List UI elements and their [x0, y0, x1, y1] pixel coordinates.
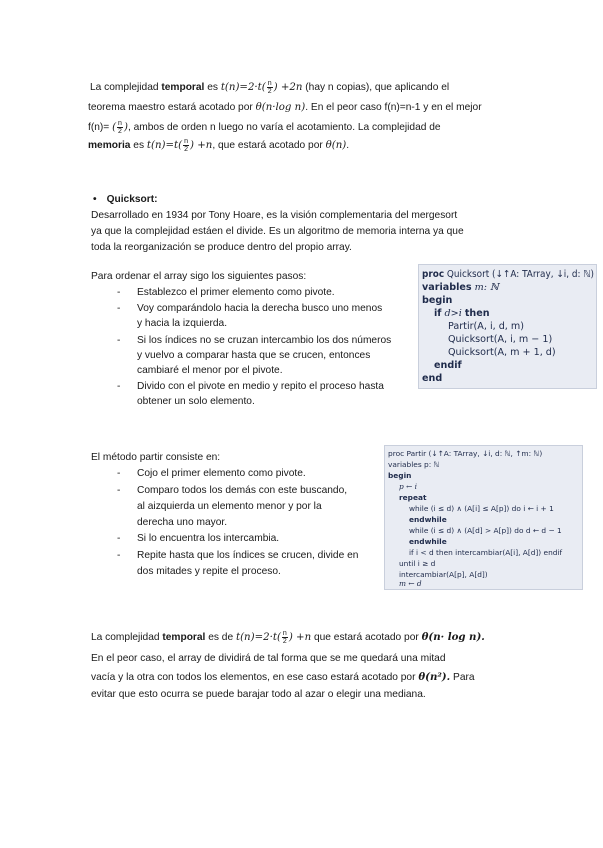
algo-line: endwhile	[409, 537, 447, 546]
fraction-num: n	[184, 138, 189, 145]
text: es	[204, 82, 221, 94]
list-item-text: obtener un solo elemento.	[137, 396, 255, 407]
list-item-text: Establezco el primer elemento como pivote.	[137, 287, 335, 298]
list-item-text: al aizquierda un elemento menor y por la	[137, 501, 322, 512]
text: es	[130, 140, 147, 152]
text: vacía y la otra con todos los elementos, en ese caso estará acotado por	[91, 672, 419, 683]
fraction-den: 2	[267, 88, 272, 95]
qs-intro-1: Desarrollado en 1934 por Tony Hoare, es la visión complementaria del mergesort	[91, 210, 458, 221]
text: f(n)=	[88, 122, 113, 134]
bold-text: temporal	[162, 632, 206, 644]
algo-text: m: ℕ	[471, 282, 499, 293]
algo-line: repeat	[399, 493, 427, 502]
algo-line	[422, 269, 594, 280]
formula: t(n)=2·t(	[220, 82, 266, 94]
fraction-num: n	[282, 630, 287, 637]
p2-line3	[91, 670, 475, 685]
list-item	[117, 334, 391, 348]
algo-line: proc Partir (↓↑A: TArray, ↓i, d: ℕ, ↑m: ℕ)	[388, 449, 543, 458]
qs-intro-2: ya que la complejidad estáen el divide. Es un algoritmo de memoria interna ya que	[91, 226, 464, 237]
bullet-icon: •	[93, 194, 97, 205]
list-item	[117, 484, 347, 498]
formula: t(n)=2·t(	[235, 632, 281, 644]
formula: ) +2n	[273, 82, 303, 94]
text: La complejidad	[91, 632, 163, 644]
fraction	[267, 80, 273, 95]
keyword: if	[434, 308, 442, 319]
quicksort-algorithm-box	[418, 264, 597, 389]
text: , ambos de orden n luego no varía el acotamiento. La complejidad de	[127, 122, 441, 134]
algo-line	[434, 308, 490, 319]
algo-line: begin	[388, 471, 412, 480]
list-item-text: Divido con el pivote en medio y repito el proceso hasta	[137, 381, 384, 392]
formula: θ(n·log n)	[255, 102, 306, 113]
text: teorema maestro estará acotado por	[88, 102, 256, 113]
keyword: proc	[422, 269, 445, 280]
p2-line1	[91, 630, 485, 645]
fraction	[282, 630, 288, 645]
algo-line: endwhile	[409, 515, 447, 524]
list-item	[117, 532, 279, 546]
text: La complejidad	[90, 82, 162, 94]
algo-line: intercambiar(A[p], A[d])	[399, 570, 488, 579]
dash-icon: -	[117, 381, 121, 392]
list-item	[117, 549, 358, 563]
list-item-text: Si los índices no se cruzan intercambio los dos números	[137, 335, 392, 346]
section-title: Quicksort:	[106, 194, 158, 205]
algo-call: Partir(A, i, d, m)	[448, 321, 524, 332]
dash-icon: -	[117, 533, 121, 544]
text: es de	[205, 632, 236, 644]
keyword: variables	[422, 282, 472, 293]
fraction-num: n	[118, 120, 122, 127]
text: (hay n copias), que aplicando el	[302, 82, 450, 94]
p2-line2: En el peor caso, el array de dividirá de tal forma que se me quedará una mitad	[91, 653, 446, 664]
list-item-text: dos mitades y repite el proceso.	[137, 566, 281, 577]
list-item	[117, 380, 384, 394]
algo-line: until i ≥ d	[399, 559, 436, 568]
formula: ) +n	[190, 140, 213, 152]
text: Para	[450, 672, 475, 683]
dash-icon: -	[117, 485, 121, 496]
text: , que estará acotado por	[212, 140, 326, 152]
formula: θ(n²).	[418, 671, 451, 683]
formula: (	[112, 122, 117, 134]
algo-line: p ← i	[399, 482, 417, 491]
algo-line: variables p: ℕ	[388, 460, 440, 469]
fraction	[183, 138, 189, 153]
dash-icon: -	[117, 468, 121, 479]
p1-line4	[88, 138, 349, 153]
formula: )	[123, 122, 128, 134]
algo-line: if i < d then intercambiar(A[i], A[d]) endif	[409, 548, 563, 557]
algo-call: Quicksort(A, i, m − 1)	[448, 334, 553, 345]
algo-line: m ← d	[399, 579, 422, 588]
text: que estará acotado por	[311, 632, 422, 644]
dash-icon: -	[117, 335, 121, 346]
formula: t(n)=t(	[146, 140, 183, 152]
fraction-den: 2	[282, 638, 287, 645]
qs-steps-intro: Para ordenar el array sigo los siguientes pasos:	[91, 271, 307, 282]
algo-call: Quicksort(A, m + 1, d)	[448, 347, 556, 358]
list-item-text: y hacia la izquierda.	[137, 318, 228, 329]
formula: θ(n)	[325, 140, 347, 152]
p2-line4: evitar que esto ocurra se puede barajar todo al azar o elegir una mediana.	[91, 689, 426, 700]
keyword: begin	[422, 295, 453, 306]
list-item	[117, 467, 306, 481]
text: . En el peor caso f(n)=n-1 y en el mejor	[305, 102, 482, 113]
qs-intro-3: toda la reorganización se produce dentro del propio array.	[91, 242, 352, 253]
algo-text: d>i	[441, 308, 465, 319]
list-item	[117, 302, 382, 316]
algo-line: while (i ≤ d) ∧ (A[d] > A[p]) do d ← d − 1	[409, 526, 562, 535]
fraction-den: 2	[184, 146, 189, 153]
fraction-num: n	[267, 80, 272, 87]
list-item-text: Cojo el primer elemento como pivote.	[137, 468, 306, 479]
p1-line3	[88, 120, 441, 135]
list-item-text: y vuelvo a comparar hasta que se crucen, entonces	[137, 350, 371, 361]
list-item-text: cambiaré el menor por el pivote.	[137, 365, 283, 376]
list-item-text: Si lo encuentra los intercambia.	[137, 533, 280, 544]
fraction-den: 2	[118, 128, 122, 135]
keyword: endif	[434, 360, 462, 371]
keyword: end	[422, 373, 443, 384]
bold-text: memoria	[88, 140, 131, 152]
partir-algorithm-box	[384, 445, 583, 590]
p1-line1	[90, 80, 449, 95]
quicksort-heading	[93, 193, 158, 207]
keyword: then	[464, 308, 490, 319]
list-item-text: Comparo todos los demás con este buscando,	[137, 485, 348, 496]
dash-icon: -	[117, 550, 121, 561]
algo-line	[422, 282, 499, 293]
list-item	[117, 286, 335, 300]
list-item-text: derecha uno mayor.	[137, 517, 228, 528]
dash-icon: -	[117, 287, 121, 298]
bold-text: temporal	[161, 82, 205, 94]
list-item-text: Repite hasta que los índices se crucen, divide en	[137, 550, 359, 561]
formula: θ(n· log n).	[421, 631, 485, 644]
algo-line: while (i ≤ d) ∧ (A[i] ≤ A[p]) do i ← i + 1	[409, 504, 554, 513]
fraction	[117, 120, 123, 135]
text: .	[346, 140, 350, 152]
algo-text: Quicksort (↓↑A: TArray, ↓i, d: ℕ)	[444, 269, 594, 280]
dash-icon: -	[117, 303, 121, 314]
list-item-text: Voy comparándolo hacia la derecha busco uno menos	[137, 303, 383, 314]
formula: ) +n	[288, 632, 312, 644]
partir-intro: El método partir consiste en:	[91, 452, 221, 463]
p1-line2	[88, 101, 482, 115]
